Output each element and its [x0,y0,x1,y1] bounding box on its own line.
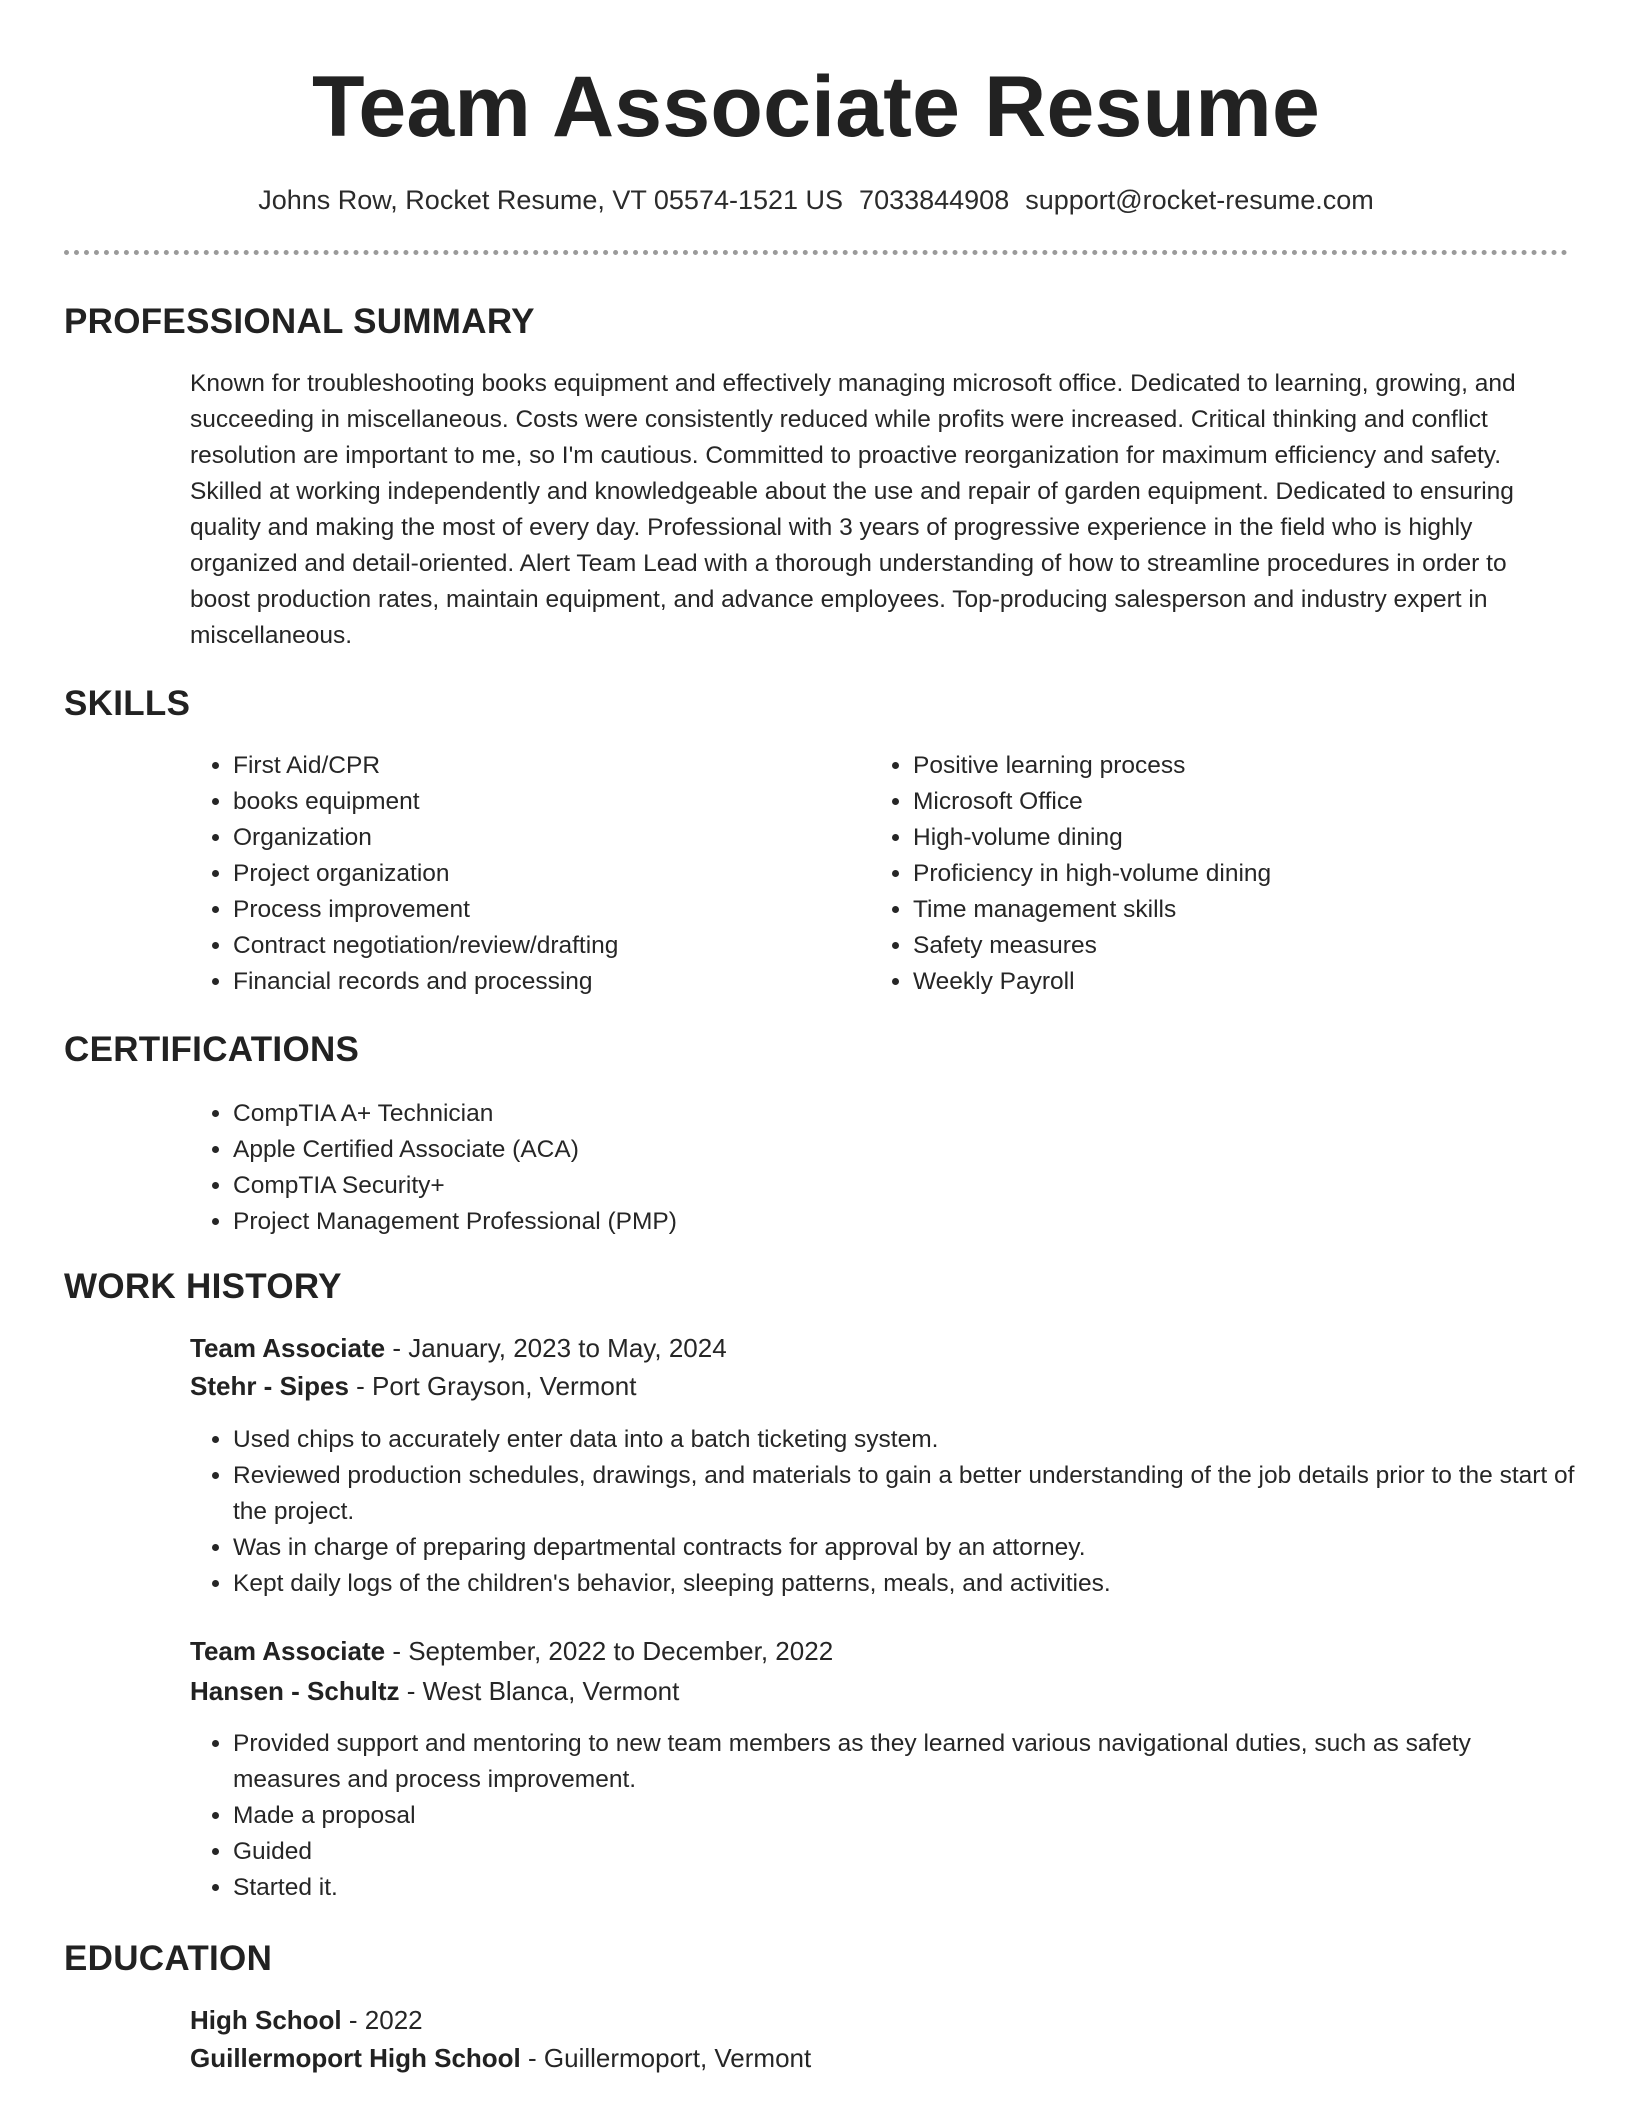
job-1-location: - Port Grayson, Vermont [348,1371,637,1401]
list-item: • Proficiency in high-volume dining [913,856,1593,892]
contact-line [0,180,1632,220]
list-item: • books equipment [233,784,873,820]
header-divider [64,250,1568,255]
list-item: • Apple Certified Associate (ACA) [233,1132,1533,1168]
job-2-duties [190,1726,1583,1906]
education-degree: High School [190,2005,342,2035]
skills-list-right [870,748,1593,1000]
list-item: • Project organization [233,856,873,892]
job-1-company-line [190,1367,637,1405]
certifications-heading: CERTIFICATIONS [64,1030,360,1069]
skills-heading: SKILLS [64,684,191,723]
list-item: • Started it. [233,1870,1583,1906]
education-school: Guillermoport High School [190,2043,521,2073]
list-item: • First Aid/CPR [233,748,873,784]
job-2-title: Team Associate [190,1636,386,1666]
work-history-heading: WORK HISTORY [64,1267,342,1306]
list-item: • Organization [233,820,873,856]
resume-title: Team Associate Resume [312,59,1320,155]
job-2-company-line [190,1672,679,1710]
education-school-line [190,2039,811,2077]
certifications-list [190,1096,1533,1240]
job-1-duties [190,1422,1583,1602]
job-2-dates: - September, 2022 to December, 2022 [385,1636,834,1666]
contact-phone: 7033844908 [859,185,1010,215]
list-item: • High-volume dining [913,820,1593,856]
list-item: • Financial records and processing [233,964,873,1000]
list-item: • Used chips to accurately enter data into a batch ticketing system. [233,1422,1583,1458]
list-item: • Time management skills [913,892,1593,928]
skills-list-left [190,748,873,1000]
list-item: • Microsoft Office [913,784,1593,820]
job-1-dates: - January, 2023 to May, 2024 [385,1333,727,1363]
education-location: - Guillermoport, Vermont [520,2043,812,2073]
education-year: - 2022 [341,2005,423,2035]
education-heading: EDUCATION [64,1939,273,1978]
job-1-company: Stehr - Sipes [190,1371,349,1401]
contact-address: Johns Row, Rocket Resume, VT 05574-1521 US [258,185,844,215]
job-1-title: Team Associate [190,1333,386,1363]
list-item: • Was in charge of preparing departmental contracts for approval by an attorney. [233,1530,1583,1566]
list-item: • Made a proposal [233,1798,1583,1834]
list-item: • Safety measures [913,928,1593,964]
list-item: • Guided [233,1834,1583,1870]
summary-heading: PROFESSIONAL SUMMARY [64,302,535,341]
job-2-location: - West Blanca, Vermont [399,1676,680,1706]
list-item: • Provided support and mentoring to new team members as they learned various navigational duties, such as safety measures and process improvement. [233,1726,1583,1798]
education-degree-line [190,2001,423,2039]
contact-email: support@rocket-resume.com [1025,185,1374,215]
list-item: • Project Management Professional (PMP) [233,1204,1533,1240]
job-2-company: Hansen - Schultz [190,1676,400,1706]
list-item: • Kept daily logs of the children's behavior, sleeping patterns, meals, and activities. [233,1566,1583,1602]
list-item: • Weekly Payroll [913,964,1593,1000]
list-item: • CompTIA A+ Technician [233,1096,1533,1132]
job-2-title-line [190,1632,833,1670]
list-item: • Process improvement [233,892,873,928]
job-1-title-line [190,1329,727,1367]
list-item: • CompTIA Security+ [233,1168,1533,1204]
list-item: • Positive learning process [913,748,1593,784]
summary-text: Known for troubleshooting books equipment and effectively managing microsoft office. Dedicated to learning, growing, and succeeding in miscellaneous. Costs were consistently reduced while profits were increased. Critical thinking and conflict resolution are important to me, so I'm cautious. Committed to proactive reorganization for maximum efficiency and safety. Skilled at working independently and knowledgeable about the use and repair of garden equipment. Dedicated to ensuring quality and making the most of every day. Professional with 3 years of progressive experience in the field who is highly organized and detail-oriented. Alert Team Lead with a thorough understanding of how to streamline procedures in order to boost production rates, maintain equipment, and advance employees. Top-producing salesperson and industry expert in miscellaneous. [190,370,1516,649]
list-item: • Reviewed production schedules, drawings, and materials to gain a better understanding of the job details prior to the start of the project. [233,1458,1583,1530]
list-item: • Contract negotiation/review/drafting [233,928,873,964]
